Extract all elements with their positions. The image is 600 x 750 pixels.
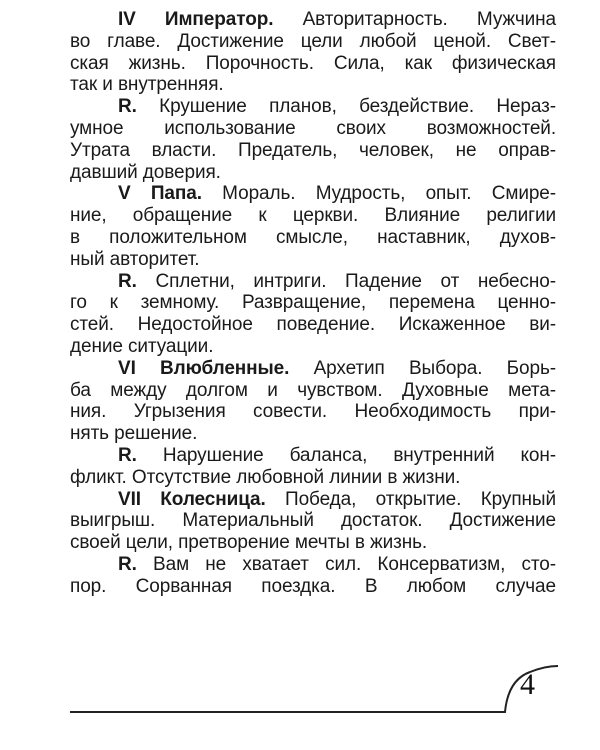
line-text: выигрыш. Материальный достаток. Достижение bbox=[70, 510, 556, 532]
line-text: дение ситуации. bbox=[70, 335, 214, 357]
line-text: ния. Угрызения совести. Необходимость при- bbox=[70, 401, 556, 423]
line-text: фликт. Отсутствие любовной линии в жизни. bbox=[70, 466, 461, 488]
line-text: нять решение. bbox=[70, 423, 198, 445]
line-text: Крушение планов, бездействие. Нераз- bbox=[159, 96, 556, 118]
page-number: 4 bbox=[520, 668, 535, 701]
paragraph-heading: R. bbox=[118, 96, 137, 118]
line-text: Победа, открытие. Крупный bbox=[285, 488, 556, 510]
line-text: пор. Сорванная поездка. В любом случае bbox=[70, 575, 556, 597]
line-text: ба между долгом и чувством. Духовные мета- bbox=[70, 379, 556, 401]
paragraph-heading: R. bbox=[118, 270, 137, 292]
line-text: во главе. Достижение цели любой ценой. Свет- bbox=[70, 30, 556, 52]
line-text: так и внутренняя. bbox=[70, 74, 224, 96]
line-text: Нарушение баланса, внутренний кон- bbox=[162, 444, 556, 466]
line-text: стей. Недостойное поведение. Искаженное ви- bbox=[70, 314, 556, 336]
line-text: своей цели, претворение мечты в жизнь. bbox=[70, 532, 428, 554]
line-text: Архетип Выбора. Борь- bbox=[313, 357, 556, 379]
paragraph-heading: IV Император. bbox=[118, 9, 274, 30]
line-text: Авторитарность. Мужчина bbox=[302, 9, 556, 30]
line-text: Мораль. Мудрость, опыт. Смире- bbox=[222, 183, 556, 205]
paragraph-heading: VII Колесница. bbox=[118, 488, 266, 510]
line-text: ская жизнь. Порочность. Сила, как физическая bbox=[70, 52, 556, 74]
line-text: го к земному. Развращение, перемена ценно- bbox=[70, 292, 556, 314]
line-text: Сплетни, интриги. Падение от небесно- bbox=[155, 270, 556, 292]
line-text: умное использование своих возможностей. bbox=[70, 117, 556, 139]
line-text: Вам не хватает сил. Консерватизм, сто- bbox=[153, 553, 556, 575]
line-text: ный авторитет. bbox=[70, 248, 200, 270]
line-text: давший доверия. bbox=[70, 161, 221, 183]
paragraph-heading: VI Влюбленные. bbox=[118, 357, 290, 379]
paragraph-heading: R. bbox=[118, 553, 137, 575]
line-text: ние, обращение к церкви. Влияние религии bbox=[70, 205, 556, 227]
line-text: Утрата власти. Предатель, человек, не оправ- bbox=[70, 139, 556, 161]
paragraph-heading: R. bbox=[118, 444, 137, 466]
paragraph-heading: V Папа. bbox=[118, 183, 202, 205]
line-text: в положительном смысле, наставник, духов- bbox=[70, 226, 556, 248]
